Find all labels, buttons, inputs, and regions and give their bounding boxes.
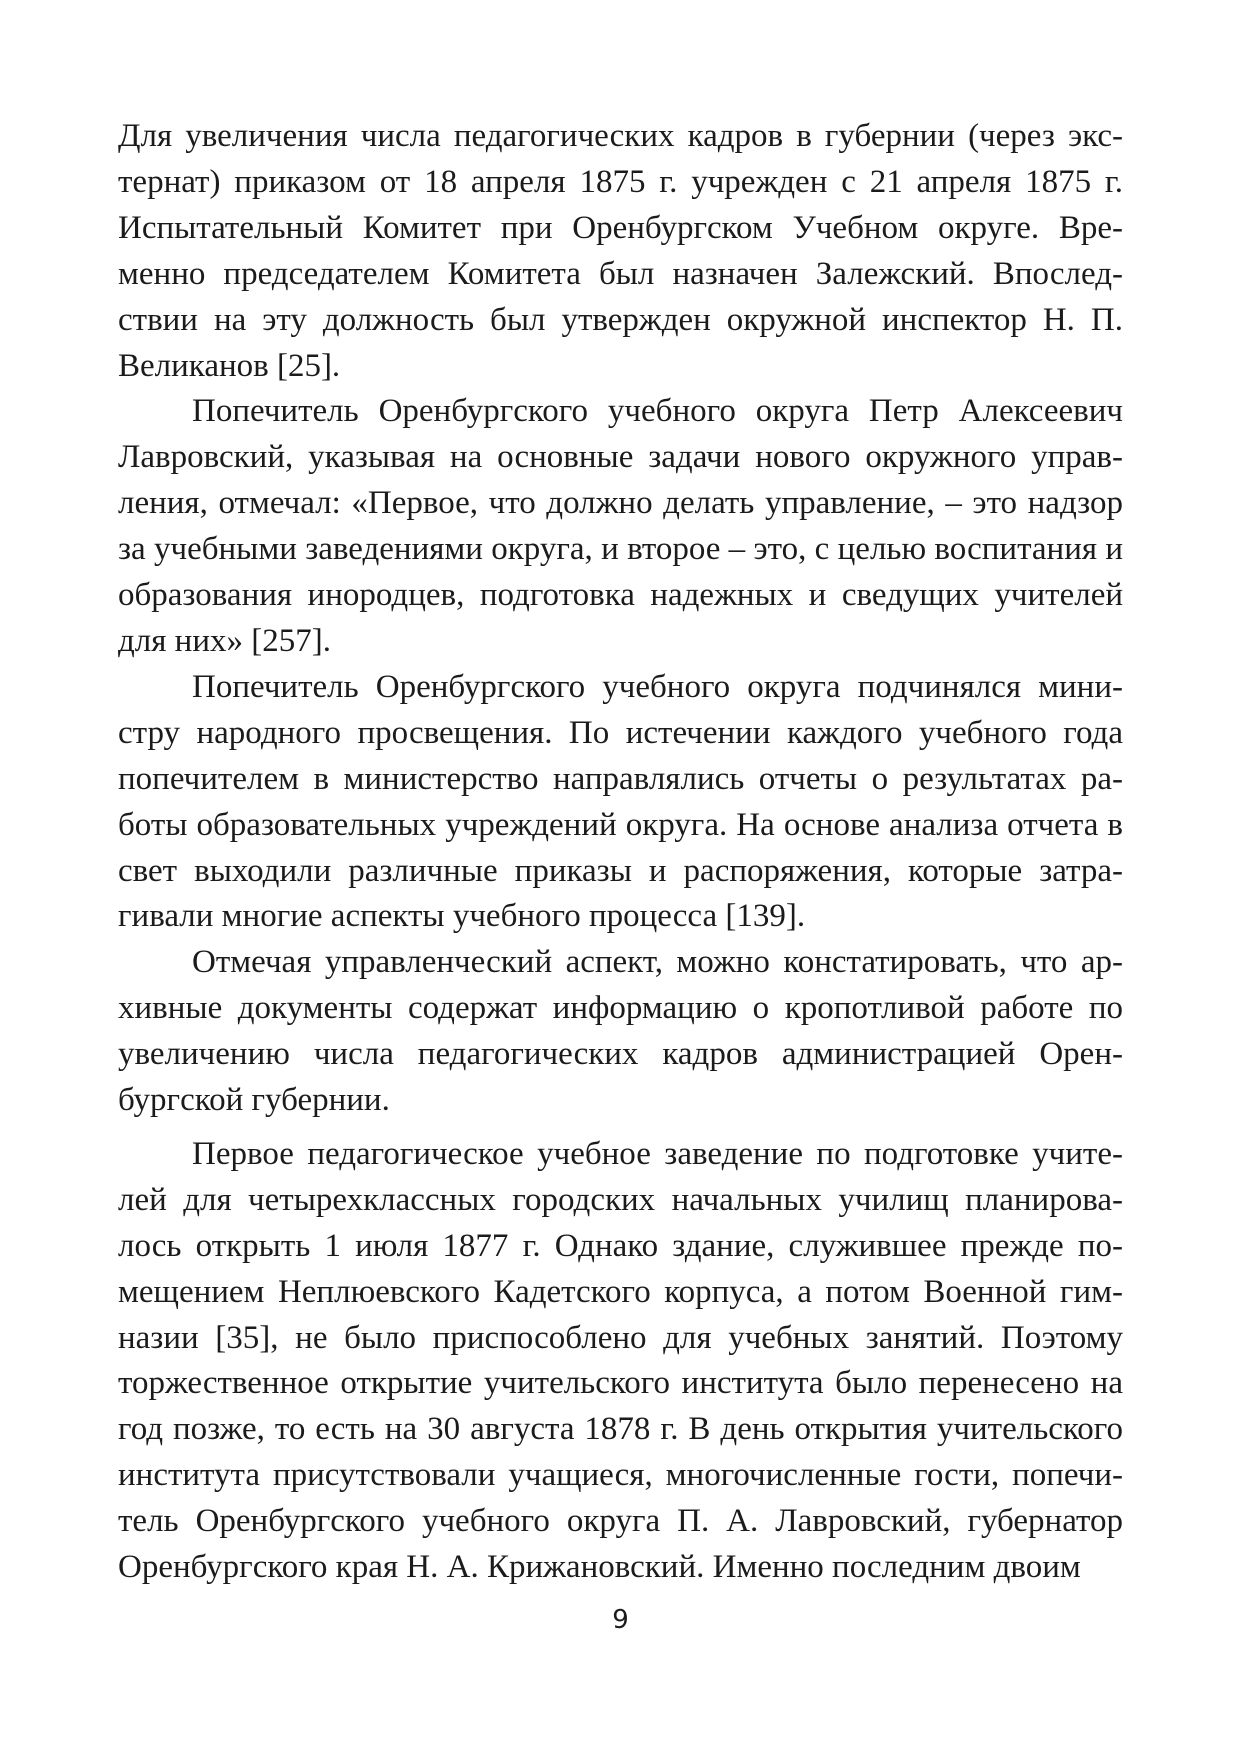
paragraph-1: Для увеличения числа педагогических кадров в губернии (через экстернат) приказом от 18 апреля 1875 г. учрежден с 21 апреля 1875 г. Испытательный Комитет при Оренбургском Учебном округе. Временно председателем Комитета был назначен Залежский. Впоследствии на эту должность был утвержден окружной инспектор Н. П. Великанов [25]. bbox=[118, 118, 1123, 384]
page-number: 9 bbox=[612, 1605, 629, 1635]
paragraph-4: Отмечая управленческий аспект, можно констатировать, что архивные документы содержат информацию о кропотливой работе по увеличению числа педагогических кадров администрацией Оренбургской губернии. bbox=[118, 944, 1123, 1119]
body-text bbox=[118, 114, 1123, 1591]
paragraph-5: Первое педагогическое учебное заведение по подготовке учителей для четырехклассных городских начальных училищ планировалось открыть 1 июля 1877 г. Однако здание, служившее прежде помещением Неплюевского Кадетского корпуса, а потом Военной гимназии [35], не было приспособлено для учебных занятий. Поэтому торжественное открытие учительского института было перенесено на год позже, то есть на 30 августа 1878 г. В день открытия учительского института присутствовали учащиеся, многочисленные гости, попечитель Оренбургского учебного округа П. А. Лавровский, губернатор Оренбургского края Н. А. Крижановский. Именно последним двоим bbox=[118, 1135, 1123, 1586]
paragraph-2: Попечитель Оренбургского учебного округа Петр Алексеевич Лавровский, указывая на основные задачи нового окружного управления, отмечал: «Первое, что должно делать управление, – это надзор за учебными заведениями округа, и второе – это, с целью воспитания и образования инородцев, подготовка надежных и сведущих учителей для них» [257]. bbox=[118, 393, 1123, 659]
paragraph-3: Попечитель Оренбургского учебного округа подчинялся министру народного просвещения. По истечении каждого учебного года попечителем в министерство направлялись отчеты о результатах работы образовательных учреждений округа. На основе анализа отчета в свет выходили различные приказы и распоряжения, которые затрагивали многие аспекты учебного процесса [139]. bbox=[118, 668, 1123, 935]
